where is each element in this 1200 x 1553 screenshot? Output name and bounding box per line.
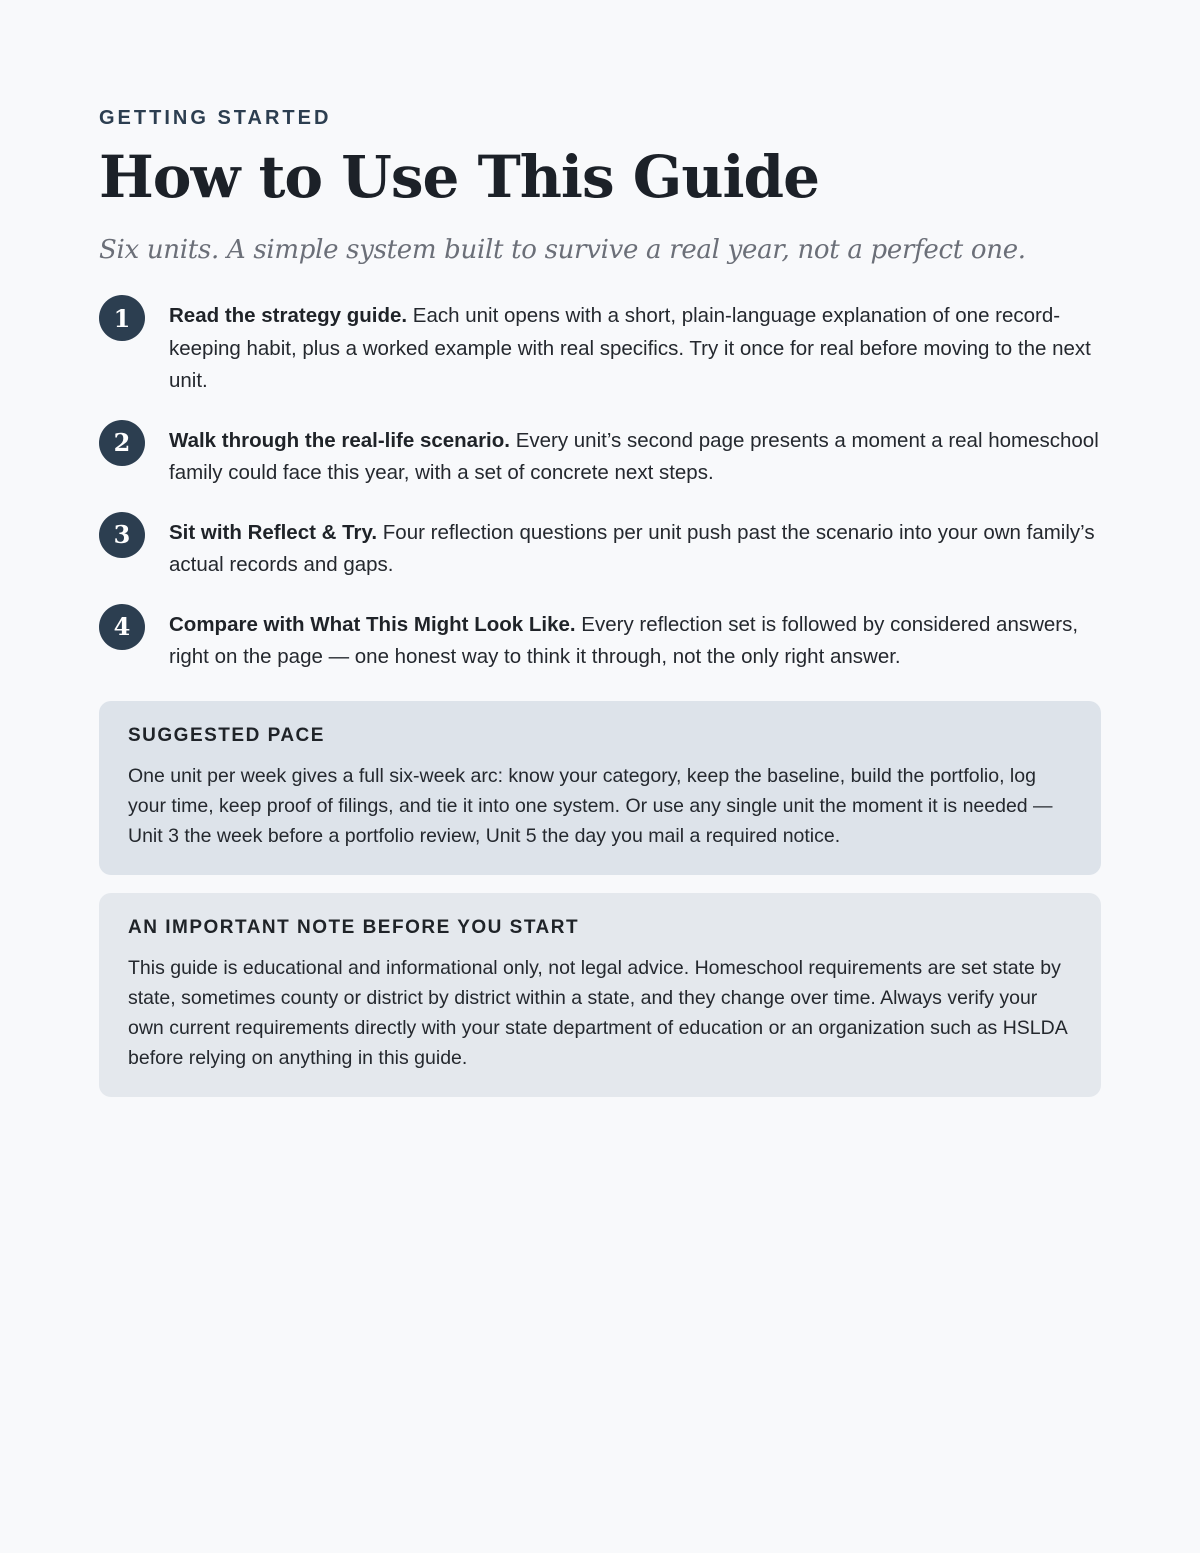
step-lead: Sit with Reflect & Try.	[169, 520, 378, 544]
step-number-badge: 2	[99, 420, 145, 466]
step-text	[169, 300, 1101, 398]
step-body: Each unit opens with a short, plain-language explanation of one record-keeping habit, plus a worked example with real specifics. Try it once for real before moving to the next unit.	[169, 304, 1091, 392]
important-note-callout	[99, 893, 1101, 1097]
step-item-4	[99, 609, 1101, 674]
step-number-badge: 3	[99, 512, 145, 558]
step-lead: Compare with What This Might Look Like.	[169, 612, 576, 636]
step-body: Every unit’s second page presents a moment a real homeschool family could face this year, with a set of concrete next steps.	[169, 428, 1099, 484]
step-number-badge: 1	[99, 295, 145, 341]
step-text	[169, 609, 1101, 674]
steps-list	[99, 300, 1101, 674]
section-eyebrow: GETTING STARTED	[99, 107, 332, 129]
callout-body: This guide is educational and informational only, not legal advice. Homeschool requirements are set state by state, sometimes county or district by district within a state, and they change over time. Always verify your own current requirements directly with your state department of education or an organization such as HSLDA before relying on anything in this guide.	[128, 956, 1067, 1069]
step-item-1	[99, 300, 1101, 398]
suggested-pace-callout	[99, 701, 1101, 875]
step-number-badge: 4	[99, 604, 145, 650]
step-lead: Walk through the real-life scenario.	[169, 428, 510, 452]
callout-heading: AN IMPORTANT NOTE BEFORE YOU START	[128, 916, 580, 938]
step-item-2	[99, 425, 1101, 490]
step-lead: Read the strategy guide.	[169, 304, 408, 327]
step-text	[169, 517, 1101, 582]
step-text	[169, 425, 1101, 490]
callout-body: One unit per week gives a full six-week arc: know your category, keep the baseline, build the portfolio, log your time, keep proof of filings, and tie it into one system. Or use any single unit the moment it is needed — Unit 3 the week before a portfolio review, Unit 5 the day you mail a required notice.	[128, 764, 1053, 847]
step-body: Four reflection questions per unit push past the scenario into your own family’s actual records and gaps.	[169, 520, 1095, 576]
step-item-3	[99, 517, 1101, 582]
callout-heading: SUGGESTED PACE	[128, 724, 325, 746]
step-body: Every reflection set is followed by considered answers, right on the page — one honest way to think it through, not the only right answer.	[169, 612, 1079, 668]
page-subtitle: Six units. A simple system built to survive a real year, not a perfect one.	[99, 235, 1026, 265]
page-title: How to Use This Guide	[99, 143, 820, 211]
